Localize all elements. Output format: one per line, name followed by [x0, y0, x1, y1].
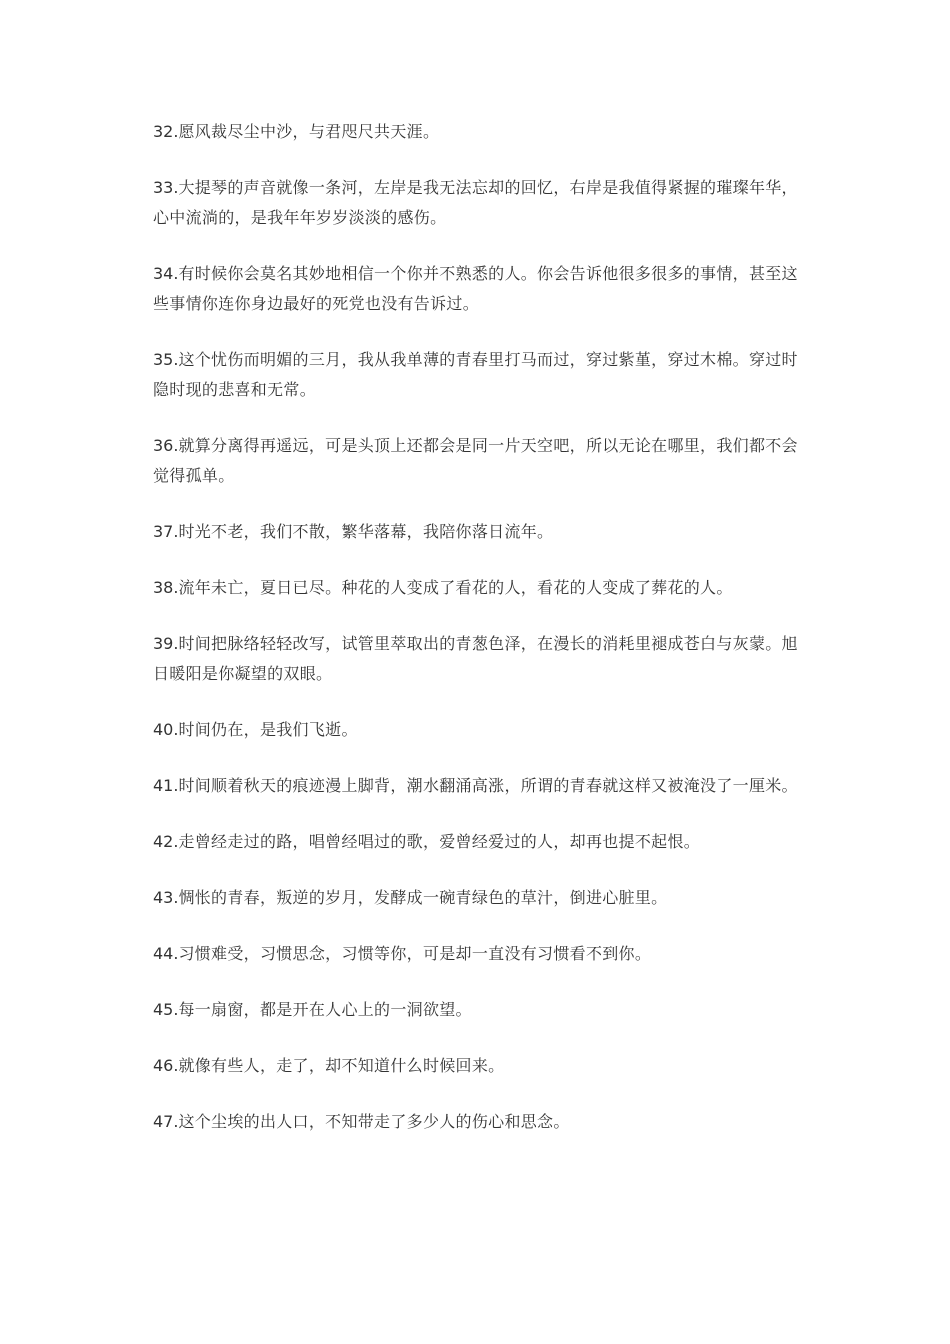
- quote-item: [153, 771, 813, 801]
- quote-item: [153, 345, 813, 405]
- quote-item: [153, 827, 813, 857]
- quote-number: 39.: [153, 634, 179, 653]
- quote-text: 这个忧伤而明媚的三月，我从我单薄的青春里打马而过，穿过紫堇，穿过木棉。穿过时隐时现的悲喜和无常。: [153, 350, 798, 399]
- quote-text: 习惯难受，习惯思念，习惯等你，可是却一直没有习惯看不到你。: [178, 944, 652, 963]
- quote-number: 40.: [153, 720, 179, 739]
- quote-text: 就像有些人，走了，却不知道什么时候回来。: [178, 1056, 505, 1075]
- quote-item: [153, 117, 813, 147]
- quote-number: 35.: [153, 350, 179, 369]
- quote-list: [153, 117, 813, 1163]
- quote-item: [153, 431, 813, 491]
- quote-item: [153, 883, 813, 913]
- quote-text: 流年未亡，夏日已尽。种花的人变成了看花的人，看花的人变成了葬花的人。: [178, 578, 733, 597]
- quote-text: 大提琴的声音就像一条河，左岸是我无法忘却的回忆，右岸是我值得紧握的璀璨年华，心中流淌的，是我年年岁岁淡淡的感伤。: [153, 178, 798, 227]
- quote-text: 时间仍在，是我们飞逝。: [178, 720, 358, 739]
- quote-number: 37.: [153, 522, 179, 541]
- quote-number: 46.: [153, 1056, 179, 1075]
- quote-number: 32.: [153, 122, 179, 141]
- quote-item: [153, 1107, 813, 1137]
- quote-item: [153, 517, 813, 547]
- quote-item: [153, 629, 813, 689]
- quote-text: 每一扇窗，都是开在人心上的一洞欲望。: [178, 1000, 472, 1019]
- quote-item: [153, 715, 813, 745]
- quote-number: 36.: [153, 436, 179, 455]
- quote-text: 走曾经走过的路，唱曾经唱过的歌，爱曾经爱过的人，却再也提不起恨。: [178, 832, 701, 851]
- quote-number: 44.: [153, 944, 179, 963]
- quote-number: 47.: [153, 1112, 179, 1131]
- quote-number: 42.: [153, 832, 179, 851]
- quote-item: [153, 573, 813, 603]
- quote-text: 有时候你会莫名其妙地相信一个你并不熟悉的人。你会告诉他很多很多的事情，甚至这些事情你连你身边最好的死党也没有告诉过。: [153, 264, 798, 313]
- quote-number: 38.: [153, 578, 179, 597]
- quote-text: 这个尘埃的出人口，不知带走了多少人的伤心和思念。: [178, 1112, 570, 1131]
- quote-number: 45.: [153, 1000, 179, 1019]
- quote-number: 41.: [153, 776, 179, 795]
- quote-number: 33.: [153, 178, 179, 197]
- quote-text: 时间把脉络轻轻改写，试管里萃取出的青葱色泽，在漫长的消耗里褪成苍白与灰蒙。旭日暖阳是你凝望的双眼。: [153, 634, 798, 683]
- quote-item: [153, 939, 813, 969]
- quote-item: [153, 173, 813, 233]
- quote-text: 就算分离得再遥远，可是头顶上还都会是同一片天空吧，所以无论在哪里，我们都不会觉得孤单。: [153, 436, 798, 485]
- quote-number: 43.: [153, 888, 179, 907]
- quote-item: [153, 1051, 813, 1081]
- quote-text: 时光不老，我们不散，繁华落幕，我陪你落日流年。: [178, 522, 554, 541]
- quote-item: [153, 259, 813, 319]
- quote-text: 愿风裁尽尘中沙，与君咫尺共天涯。: [178, 122, 440, 141]
- quote-text: 时间顺着秋天的痕迹漫上脚背，潮水翻涌高涨，所谓的青春就这样又被淹没了一厘米。: [178, 776, 798, 795]
- quote-number: 34.: [153, 264, 179, 283]
- quote-text: 惆怅的青春，叛逆的岁月，发酵成一碗青绿色的草汁，倒进心脏里。: [178, 888, 668, 907]
- quote-item: [153, 995, 813, 1025]
